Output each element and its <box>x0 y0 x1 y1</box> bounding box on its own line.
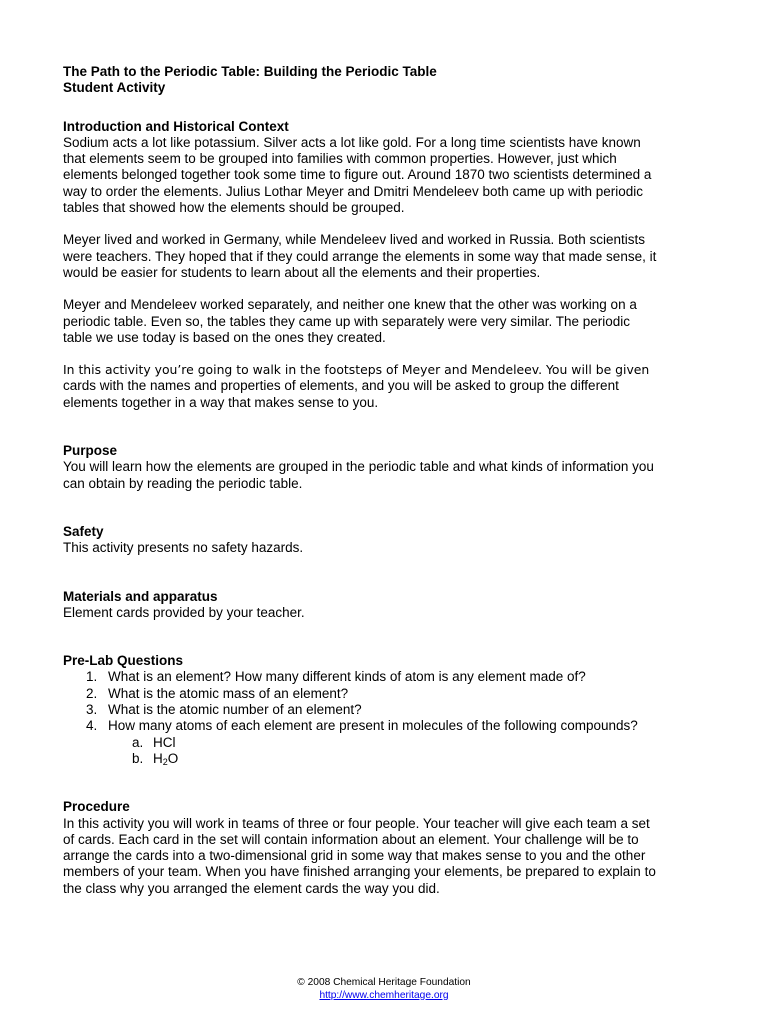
intro-heading: Introduction and Historical Context <box>63 118 289 134</box>
purpose-text: You will learn how the elements are grouped in the periodic table and what kinds of information you can obtain by reading the periodic table. <box>63 459 654 491</box>
prelab-question-list <box>63 669 663 767</box>
question-number: 2. <box>86 685 98 701</box>
intro-paragraph-1: Sodium acts a lot like potassium. Silver acts a lot like gold. For a long time scientists have known that elements seem to be grouped into families with common properties. However, just which elements belonged together took some time to figure out. Around 1870 two scientists determined a way to order the elements. Julius Lothar Meyer and Dmitri Mendeleev both came up with periodic tables that showed how the elements should be grouped. <box>63 134 652 216</box>
question-text: What is the atomic mass of an element? <box>108 685 349 701</box>
compound-letter: b. <box>132 750 144 766</box>
materials-text: Element cards provided by your teacher. <box>63 604 305 620</box>
intro-paragraph-4 <box>63 362 663 411</box>
copyright-text: © 2008 Chemical Heritage Foundation <box>297 977 471 988</box>
materials-heading: Materials and apparatus <box>63 588 218 604</box>
compound-item <box>132 734 663 751</box>
procedure-text: In this activity you will work in teams of three or four people. Your teacher will give each team a set of cards. Each card in the set will contain information about an element. Your challenge will be to arrange the cards into a two-dimensional grid in some way that makes sense to you and the other members of your team. When you have finished arranging your elements, be prepared to explain to the class why you arranged the element cards the way you did. <box>63 815 656 896</box>
formula-subscript: 2 <box>162 756 168 767</box>
purpose-heading: Purpose <box>63 443 118 459</box>
intro-paragraph-3: Meyer and Mendeleev worked separately, and neither one knew that the other was working on a periodic table. Even so, the tables they came up with separately were very similar. The periodic table we use today is based on the ones they created. <box>63 297 637 345</box>
page-footer <box>0 977 768 1002</box>
prelab-question <box>86 718 663 767</box>
question-text: What is the atomic number of an element? <box>108 702 362 718</box>
procedure-heading: Procedure <box>63 799 130 815</box>
website-link[interactable]: http://www.chemheritage.org <box>319 989 449 1001</box>
question-number: 4. <box>86 718 98 734</box>
safety-heading: Safety <box>63 523 104 539</box>
question-text: How many atoms of each element are present in molecules of the following compounds? <box>108 718 638 734</box>
document-title: The Path to the Periodic Table: Building the Periodic Table <box>63 64 437 79</box>
document-subtitle: Student Activity <box>63 80 166 96</box>
formula-element: O <box>167 750 179 766</box>
prelab-question <box>86 685 663 702</box>
intro-paragraph-2: Meyer lived and worked in Germany, while Mendeleev lived and worked in Russia. Both scientists were teachers. They hoped that if they could arrange the elements in some way that made sense, it would be easier for students to learn about all the elements and their properties. <box>63 232 657 280</box>
safety-text: This activity presents no safety hazards. <box>63 540 304 556</box>
question-number: 3. <box>86 702 98 718</box>
question-number: 1. <box>86 669 98 685</box>
formula-element: H <box>153 750 163 766</box>
compound-letter: a. <box>132 734 144 750</box>
prelab-heading: Pre-Lab Questions <box>63 653 184 669</box>
compound-formula: HCl <box>153 734 176 750</box>
compound-list <box>108 735 663 768</box>
intro-paragraph-4-rest: cards with the names and properties of elements, and you will be asked to group the different elements together in a way that makes sense to you. <box>63 378 619 410</box>
intro-paragraph-4-lead: In this activity you’re going to walk in the footsteps of Meyer and Mendeleev. You will be given <box>63 362 650 378</box>
compound-formula <box>153 751 178 766</box>
document-page <box>63 64 663 897</box>
question-text: What is an element? How many different kinds of atom is any element made of? <box>108 669 586 685</box>
prelab-question <box>86 702 663 718</box>
prelab-question <box>86 669 663 685</box>
compound-item <box>132 750 663 767</box>
